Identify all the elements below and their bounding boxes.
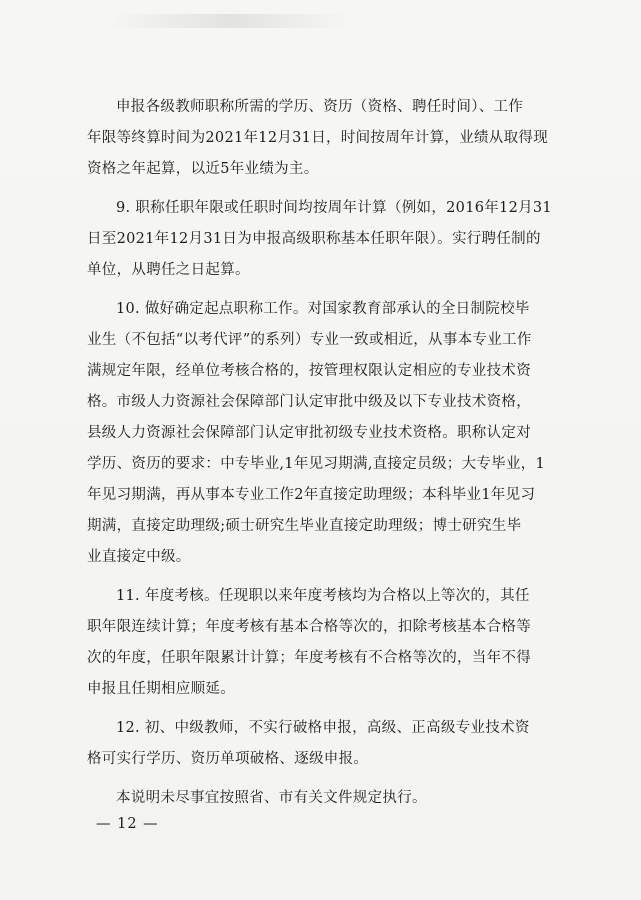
text-line: 格可实行学历、资历单项破格、逐级申报。 [87, 751, 369, 767]
text-line: 满规定年限，经单位考核合格的，按管理权限认定相应的专业技术资 [87, 363, 531, 379]
text-line: 申报且任期相应顺延。 [87, 681, 235, 697]
text-line: 日至2021年12月31日为申报高级职称基本任职年限）。实行聘任制的 [87, 231, 541, 247]
paragraph [87, 713, 567, 775]
page-number: — 12 — [96, 816, 159, 832]
scan-artifact [110, 14, 350, 28]
document-body [87, 92, 567, 814]
paragraph [87, 581, 567, 705]
text-line: 业生（不包括“以考代评”的系列）专业一致或相近，从事本专业工作 [87, 332, 532, 348]
paragraph [87, 294, 567, 573]
paragraph [87, 783, 567, 814]
text-line: 期满，直接定助理级;硕士研究生毕业直接定助理级；博士研究生毕 [87, 518, 522, 534]
text-line: 年见习期满，再从事本专业工作2年直接定助理级；本科毕业1年见习 [87, 487, 536, 503]
text-line: 格。市级人力资源社会保障部门认定审批中级及以下专业技术资格， [87, 394, 531, 410]
text-line: 12. 初、中级教师，不实行破格申报，高级、正高级专业技术资 [116, 720, 530, 736]
text-line: 9. 职称任职年限或任职时间均按周年计算（例如，2016年12月31 [116, 200, 552, 216]
text-line: 10. 做好确定起点职称工作。对国家教育部承认的全日制院校毕 [116, 301, 530, 317]
text-line: 县级人力资源社会保障部门认定审批初级专业技术资格。职称认定对 [87, 425, 531, 441]
text-line: 业直接定中级。 [87, 549, 191, 565]
text-line: 年限等终算时间为2021年12月31日，时间按周年计算，业绩从取得现 [87, 130, 548, 146]
paragraph [87, 193, 567, 286]
text-line: 11. 年度考核。任现职以来年度考核均为合格以上等次的，其任 [116, 588, 530, 604]
text-line: 职年限连续计算；年度考核有基本合格等次的，扣除考核基本合格等 [87, 619, 531, 635]
text-line: 申报各级教师职称所需的学历、资历（资格、聘任时间）、工作 [116, 99, 524, 115]
text-line: 次的年度，任职年限累计计算；年度考核有不合格等次的，当年不得 [87, 650, 531, 666]
text-line: 本说明未尽事宜按照省、市有关文件规定执行。 [116, 790, 427, 806]
text-line: 单位，从聘任之日起算。 [87, 262, 250, 278]
text-line: 学历、资历的要求：中专毕业,1年见习期满,直接定员级；大专毕业，1 [87, 456, 546, 472]
paragraph [87, 92, 567, 185]
text-line: 资格之年起算，以近5年业绩为主。 [87, 161, 319, 177]
